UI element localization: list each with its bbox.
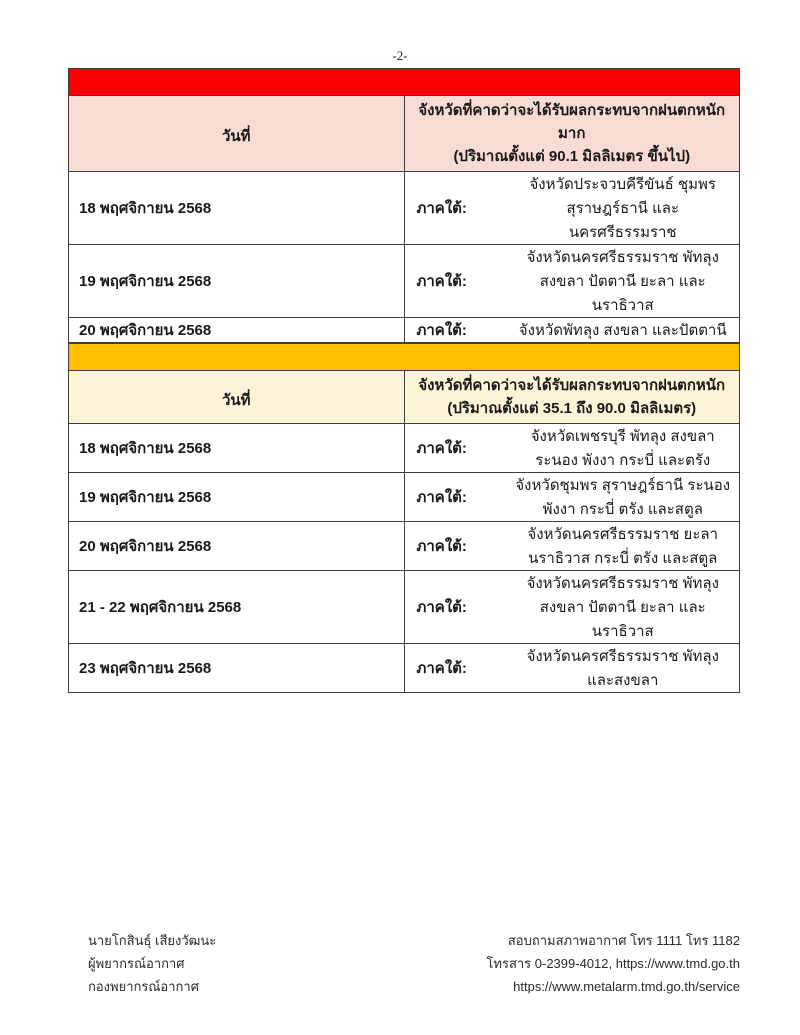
very-heavy-rain-header-row: [69, 96, 740, 172]
yellow-alert-banner: [69, 344, 740, 371]
provinces-text: จังหวัดพัทลุง สงขลา และปัตตานี: [518, 322, 727, 339]
row-date: 19 พฤศจิกายน 2568: [69, 473, 405, 522]
impact-column-header: [404, 371, 740, 424]
table-row: [69, 644, 740, 693]
provinces-text: จังหวัดนครศรีธรรมราช พัทลุง และสงขลา: [526, 648, 719, 689]
contact-metalarm-url: https://www.metalarm.tmd.go.th/service: [513, 979, 740, 994]
contact-info-block: [486, 929, 740, 998]
table-row: [69, 424, 740, 473]
warning-tables: [68, 68, 740, 693]
row-impact-cell: [404, 644, 740, 693]
forecaster-title: ผู้พยากรณ์อากาศ: [88, 956, 185, 971]
row-date: 18 พฤศจิกายน 2568: [69, 172, 405, 245]
table-row: [69, 473, 740, 522]
table-row: [69, 571, 740, 644]
red-alert-banner: [69, 69, 740, 96]
row-impact-cell: [404, 318, 740, 343]
row-impact-cell: [404, 245, 740, 318]
very-heavy-rain-table: [68, 68, 740, 343]
impact-column-header: [404, 96, 740, 172]
provinces-text: จังหวัดเพชรบุรี พัทลุง สงขลา ระนอง พังงา กระบี่ และตรัง: [530, 428, 715, 469]
row-impact-cell: [404, 172, 740, 245]
heavy-rain-header-row: [69, 371, 740, 424]
date-column-header: วันที่: [69, 96, 405, 172]
impact-header-range: (ปริมาณตั้งแต่ 90.1 มิลลิเมตร ขึ้นไป): [453, 148, 691, 165]
heavy-rain-table: [68, 343, 740, 693]
row-impact-cell: [404, 424, 740, 473]
row-date: 19 พฤศจิกายน 2568: [69, 245, 405, 318]
impact-header-title: จังหวัดที่คาดว่าจะได้รับผลกระทบจากฝนตกหนัก: [418, 377, 726, 394]
region-label: ภาคใต้:: [416, 200, 467, 217]
provinces-text: จังหวัดชุมพร สุราษฎร์ธานี ระนอง พังงา กระบี่ ตรัง และสตูล: [515, 477, 731, 518]
row-date: 21 - 22 พฤศจิกายน 2568: [69, 571, 405, 644]
row-date: 20 พฤศจิกายน 2568: [69, 522, 405, 571]
provinces-text: จังหวัดนครศรีธรรมราช พัทลุง สงขลา ปัตตานี ยะลา และนราธิวาส: [526, 249, 719, 314]
table-row: [69, 172, 740, 245]
provinces-text: จังหวัดนครศรีธรรมราช พัทลุง สงขลา ปัตตานี ยะลา และนราธิวาส: [526, 575, 719, 640]
region-label: ภาคใต้:: [416, 660, 467, 677]
region-label: ภาคใต้:: [416, 273, 467, 290]
provinces-text: จังหวัดนครศรีธรรมราช ยะลา นราธิวาส กระบี่ ตรัง และสตูล: [527, 526, 719, 567]
region-label: ภาคใต้:: [416, 322, 467, 339]
impact-header-title: จังหวัดที่คาดว่าจะได้รับผลกระทบจากฝนตกหนักมาก: [418, 102, 726, 142]
forecaster-division: กองพยากรณ์อากาศ: [88, 979, 199, 994]
region-label: ภาคใต้:: [416, 440, 467, 457]
table-row: [69, 522, 740, 571]
provinces-text: จังหวัดประจวบคีรีขันธ์ ชุมพร สุราษฎร์ธานี และนครศรีธรรมราช: [529, 176, 716, 241]
contact-phone-line: สอบถามสภาพอากาศ โทร 1111 โทร 1182: [507, 933, 740, 948]
table-row: [69, 318, 740, 343]
contact-fax-website-line: โทรสาร 0-2399-4012, https://www.tmd.go.th: [486, 956, 740, 971]
date-column-header: วันที่: [69, 371, 405, 424]
row-date: 18 พฤศจิกายน 2568: [69, 424, 405, 473]
forecaster-signature-block: [88, 929, 216, 998]
impact-header-range: (ปริมาณตั้งแต่ 35.1 ถึง 90.0 มิลลิเมตร): [447, 400, 697, 417]
row-impact-cell: [404, 473, 740, 522]
forecaster-name: นายโกสินธุ์ เสียงวัฒนะ: [88, 933, 217, 948]
table-row: [69, 245, 740, 318]
row-impact-cell: [404, 571, 740, 644]
row-date: 20 พฤศจิกายน 2568: [69, 318, 405, 343]
region-label: ภาคใต้:: [416, 538, 467, 555]
page-number: -2-: [392, 48, 408, 63]
region-label: ภาคใต้:: [416, 599, 467, 616]
row-date: 23 พฤศจิกายน 2568: [69, 644, 405, 693]
row-impact-cell: [404, 522, 740, 571]
region-label: ภาคใต้:: [416, 489, 467, 506]
